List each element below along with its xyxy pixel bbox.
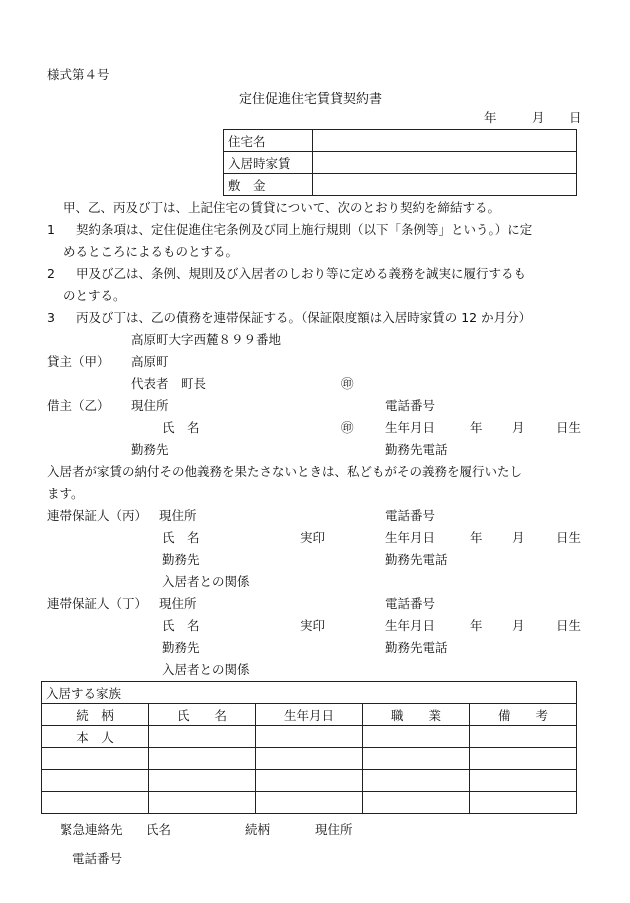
lessor-name: 高原町	[131, 354, 169, 369]
family-header-notes: 備 考	[470, 704, 577, 726]
emergency-address-label: 現住所	[315, 822, 353, 837]
family-table	[41, 681, 577, 814]
family-cell[interactable]	[42, 792, 149, 814]
emergency-phone-label: 電話番号	[72, 851, 123, 866]
property-name-field[interactable]	[313, 130, 577, 152]
guarantor-tei-birth-day: 日生	[556, 618, 582, 633]
initial-rent-label: 入居時家賃	[224, 152, 313, 174]
family-header-relation: 続 柄	[42, 704, 149, 726]
family-header-job: 職 業	[363, 704, 470, 726]
family-cell[interactable]	[363, 792, 470, 814]
guarantor-tei-phone-label: 電話番号	[385, 596, 436, 611]
lessee-birth-month: 月	[512, 420, 525, 435]
deposit-field[interactable]	[313, 174, 577, 196]
clause-3-number: 3	[47, 310, 55, 325]
clause-1-line1: 契約条項は、定住促進住宅条例及び同上施行規則（以下「条例等」という。）に定	[76, 222, 533, 237]
family-cell[interactable]	[256, 770, 363, 792]
lessee-birth-label: 生年月日	[385, 420, 436, 435]
lessee-seal-icon: ㊞	[341, 420, 354, 435]
guarantor-hei-birth-month: 月	[512, 530, 525, 545]
guarantor-tei-address-label: 現住所	[159, 596, 197, 611]
guarantor-hei-relation-label: 入居者との関係	[162, 574, 250, 589]
lessee-phone-label: 電話番号	[385, 398, 436, 413]
guarantor-tei-relation-label: 入居者との関係	[162, 662, 250, 677]
guarantor-hei-address-label: 現住所	[159, 508, 197, 523]
guarantor-hei-work-phone-label: 勤務先電話	[385, 552, 448, 567]
lessor-address: 高原町大字西麓８９９番地	[131, 332, 282, 347]
family-header-birth: 生年月日	[256, 704, 363, 726]
guarantor-tei-birth-month: 月	[512, 618, 525, 633]
table-row	[42, 726, 577, 748]
family-cell[interactable]	[470, 792, 577, 814]
table-row	[42, 792, 577, 814]
guarantor-hei-birth-day: 日生	[556, 530, 582, 545]
lessee-birth-day: 日生	[556, 420, 582, 435]
emergency-name-label: 氏名	[146, 822, 172, 837]
guarantor-tei-label: 連帯保証人（丁）	[47, 596, 148, 611]
date-month: 月	[532, 110, 545, 125]
table-row	[42, 748, 577, 770]
family-cell[interactable]	[256, 748, 363, 770]
family-cell[interactable]	[149, 726, 256, 748]
clause-1-number: 1	[47, 222, 55, 237]
family-table-title: 入居する家族	[42, 682, 577, 704]
clause-2-number: 2	[47, 266, 55, 281]
property-name-label: 住宅名	[224, 130, 313, 152]
clause-2-line1: 甲及び乙は、条例、規則及び入居者のしおり等に定める義務を誠実に履行するも	[76, 266, 527, 281]
family-cell[interactable]	[256, 792, 363, 814]
guarantor-hei-phone-label: 電話番号	[385, 508, 436, 523]
emergency-contact-label: 緊急連絡先	[60, 822, 123, 837]
clause-1-line2: めるところによるものとする。	[63, 244, 239, 259]
lessor-seal-icon: ㊞	[341, 376, 354, 391]
initial-rent-field[interactable]	[313, 152, 577, 174]
guarantee-text-line1: 入居者が家賃の納付その他義務を果たさないときは、私どもがその義務を履行いたし	[47, 464, 523, 479]
table-row	[42, 770, 577, 792]
lessee-work-label: 勤務先	[131, 442, 169, 457]
family-cell[interactable]	[256, 726, 363, 748]
document-title: 定住促進住宅賃貸契約書	[239, 92, 383, 107]
date-year: 年	[484, 110, 497, 125]
family-cell[interactable]	[149, 748, 256, 770]
guarantor-hei-birth-year: 年	[470, 530, 483, 545]
deposit-label: 敷 金	[224, 174, 313, 196]
lessor-representative: 代表者 町長	[131, 376, 207, 391]
date-day: 日	[569, 110, 582, 125]
family-cell[interactable]	[470, 770, 577, 792]
lessor-label: 貸主（甲）	[47, 354, 110, 369]
form-number: 様式第４号	[47, 67, 110, 82]
lessee-work-phone-label: 勤務先電話	[385, 442, 448, 457]
family-cell[interactable]	[363, 748, 470, 770]
family-cell[interactable]	[42, 770, 149, 792]
lessee-birth-year: 年	[470, 420, 483, 435]
guarantor-tei-work-label: 勤務先	[162, 640, 200, 655]
family-cell[interactable]	[363, 726, 470, 748]
guarantor-tei-birth-year: 年	[470, 618, 483, 633]
lessee-name-label: 氏 名	[162, 420, 200, 435]
guarantor-hei-label: 連帯保証人（丙）	[47, 508, 148, 523]
family-cell[interactable]	[470, 726, 577, 748]
guarantor-hei-seal-label: 実印	[300, 530, 326, 545]
family-cell[interactable]	[42, 748, 149, 770]
clause-2-line2: のとする。	[63, 288, 126, 303]
guarantee-text-line2: ます。	[47, 486, 84, 501]
guarantor-tei-work-phone-label: 勤務先電話	[385, 640, 448, 655]
emergency-relation-label: 続柄	[245, 822, 271, 837]
lessee-label: 借主（乙）	[47, 398, 110, 413]
guarantor-hei-birth-label: 生年月日	[385, 530, 436, 545]
family-cell[interactable]	[470, 748, 577, 770]
family-cell[interactable]: 本 人	[42, 726, 149, 748]
guarantor-tei-name-label: 氏 名	[162, 618, 200, 633]
guarantor-tei-seal-label: 実印	[300, 618, 326, 633]
intro-text: 甲、乙、丙及び丁は、上記住宅の賃貸について、次のとおり契約を締結する。	[63, 200, 501, 215]
family-header-name: 氏 名	[149, 704, 256, 726]
family-cell[interactable]	[363, 770, 470, 792]
lessee-address-label: 現住所	[131, 398, 169, 413]
guarantor-hei-work-label: 勤務先	[162, 552, 200, 567]
guarantor-hei-name-label: 氏 名	[162, 530, 200, 545]
family-cell[interactable]	[149, 792, 256, 814]
family-cell[interactable]	[149, 770, 256, 792]
guarantor-tei-birth-label: 生年月日	[385, 618, 436, 633]
property-info-table	[223, 129, 577, 196]
clause-3-line1: 丙及び丁は、乙の債務を連帯保証する。（保証限度額は入居時家賃の 12 か月分）	[76, 310, 532, 325]
